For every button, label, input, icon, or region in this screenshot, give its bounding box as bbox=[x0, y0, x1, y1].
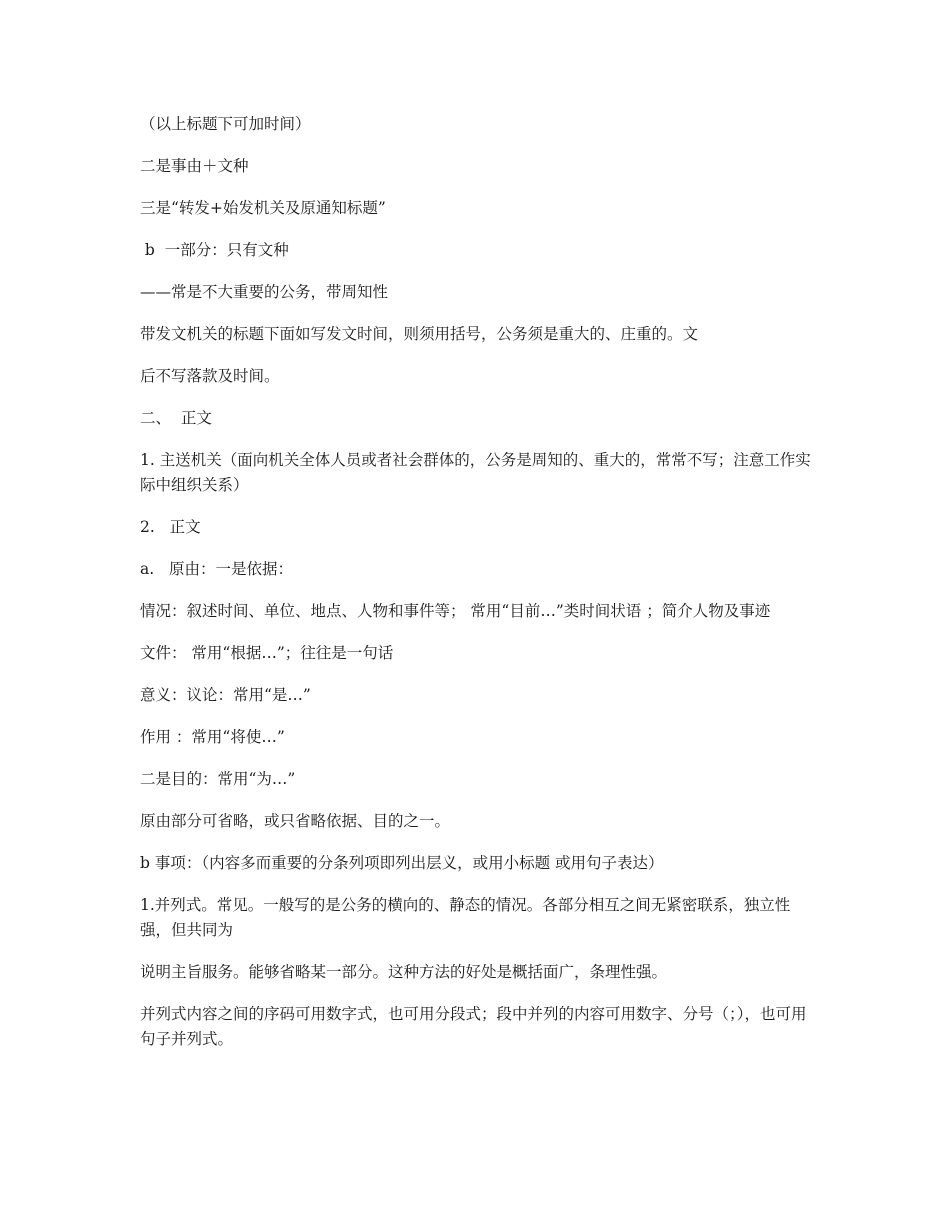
paragraph-reason-basis: a. 原由：一是依据： bbox=[140, 560, 293, 578]
paragraph-effect: 作用 ：常用“将使…” bbox=[140, 728, 285, 746]
paragraph-matters: b 事项：（内容多而重要的分条列项即列出层义，或用小标题 或用句子表达） bbox=[140, 854, 664, 872]
paragraph-title-time-note: （以上标题下可加时间） bbox=[140, 115, 311, 133]
paragraph-no-signature: 后不写落款及时间。 bbox=[140, 367, 280, 385]
subheading-body: 2. 正文 bbox=[140, 518, 201, 536]
paragraph-document: 文件： 常用“根据…”；往往是一句话 bbox=[140, 644, 394, 662]
paragraph-issuing-agency: 带发文机关的标题下面如写发文时间，则须用括号，公务须是重大的、庄重的。文 bbox=[140, 325, 699, 343]
document-page bbox=[140, 112, 820, 1069]
paragraph-minor-affairs: ——常是不大重要的公务，带周知性 bbox=[140, 283, 389, 301]
paragraph-situation: 情况：叙述时间、单位、地点、人物和事件等； 常用“目前…”类时间状语 ；简介人物及事迹 bbox=[140, 602, 771, 620]
paragraph-significance: 意义：议论：常用“是…” bbox=[140, 686, 311, 704]
paragraph-purpose: 二是目的：常用“为…” bbox=[140, 770, 296, 788]
paragraph-main-purpose: 说明主旨服务。能够省略某一部分。这种方法的好处是概括面广，条理性强。 bbox=[140, 963, 668, 981]
paragraph-reason-omit: 原由部分可省略，或只省略依据、目的之一。 bbox=[140, 812, 451, 830]
paragraph-main-recipient: 1. 主送机关（面向机关全体人员或者社会群体的，公务是周知的、重大的，常常不写；注意工作实际中组织关系） bbox=[140, 451, 811, 494]
paragraph-reason-doctype: 二是事由＋文种 bbox=[140, 157, 249, 175]
paragraph-parallel-numbering: 并列式内容之间的序码可用数字式，也可用分段式；段中并列的内容可用数字、分号（；），也可用句子并列式。 bbox=[140, 1005, 807, 1048]
section-heading-body: 二、 正文 bbox=[140, 409, 212, 427]
paragraph-forward-title: 三是“转发+始发机关及原通知标题” bbox=[140, 199, 386, 217]
paragraph-one-part: b 一部分：只有文种 bbox=[140, 241, 289, 259]
paragraph-parallel-style: 1.并列式。常见。一般写的是公务的横向的、静态的情况。各部分相互之间无紧密联系，独立性强，但共同为 bbox=[140, 896, 791, 939]
